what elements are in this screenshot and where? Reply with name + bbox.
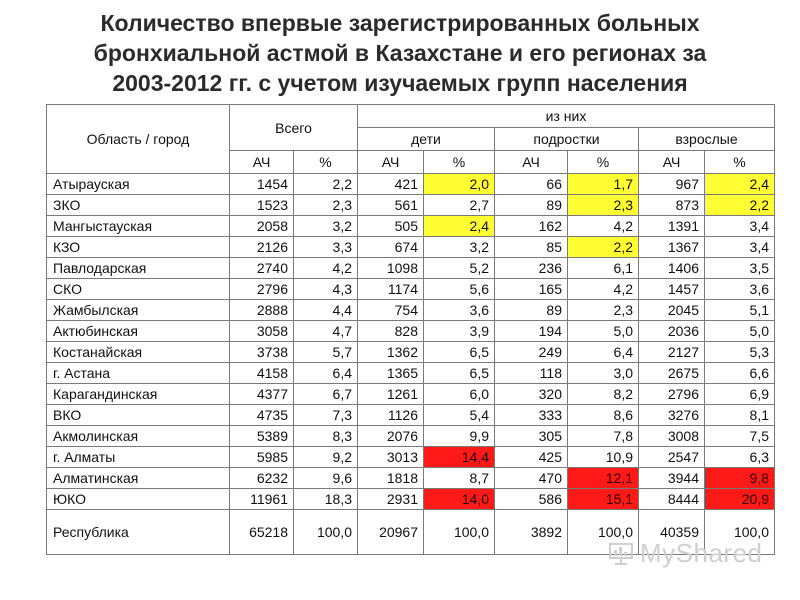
table-row [47,279,775,300]
value-cell: 4,2 [568,216,639,237]
region-name-cell: Актюбинская [47,321,230,342]
value-cell: 20967 [358,510,424,555]
value-cell: 5,4 [424,405,495,426]
value-cell: 249 [495,342,568,363]
value-cell: 3,3 [294,237,358,258]
value-cell: 674 [358,237,424,258]
value-cell: 5985 [230,447,294,468]
value-cell: 3008 [639,426,705,447]
title-line-1: Количество впервые зарегистрированных больных [100,10,700,36]
value-cell: 40359 [639,510,705,555]
value-cell: 8444 [639,489,705,510]
value-cell: 100,0 [294,510,358,555]
value-cell: 162 [495,216,568,237]
value-cell: 5,7 [294,342,358,363]
value-cell: 1126 [358,405,424,426]
value-cell: 2931 [358,489,424,510]
value-cell: 2,0 [424,174,495,195]
value-cell: 89 [495,195,568,216]
value-cell: 2675 [639,363,705,384]
value-cell: 470 [495,468,568,489]
value-cell: 2796 [230,279,294,300]
value-cell: 3,0 [568,363,639,384]
value-cell: 2036 [639,321,705,342]
value-cell: 8,1 [705,405,775,426]
value-cell: 2,3 [294,195,358,216]
value-cell: 2,4 [424,216,495,237]
value-cell: 9,8 [705,468,775,489]
value-cell: 3013 [358,447,424,468]
title-line-3: 2003-2012 гг. с учетом изучаемых групп населения [112,70,688,96]
value-cell: 4,4 [294,300,358,321]
value-cell: 2,7 [424,195,495,216]
value-cell: 5,0 [705,321,775,342]
value-cell: 7,3 [294,405,358,426]
value-cell: 2888 [230,300,294,321]
value-cell: 6,0 [424,384,495,405]
value-cell: 3276 [639,405,705,426]
region-name-cell: г. Астана [47,363,230,384]
value-cell: 18,3 [294,489,358,510]
value-cell: 1818 [358,468,424,489]
value-cell: 1098 [358,258,424,279]
value-cell: 3892 [495,510,568,555]
value-cell: 754 [358,300,424,321]
value-cell: 5,1 [705,300,775,321]
header-teens: подростки [495,128,639,151]
table-row [47,174,775,195]
value-cell: 100,0 [424,510,495,555]
value-cell: 1362 [358,342,424,363]
region-name-cell: Карагандинская [47,384,230,405]
region-name-cell: Жамбылская [47,300,230,321]
value-cell: 333 [495,405,568,426]
value-cell: 2796 [639,384,705,405]
value-cell: 305 [495,426,568,447]
value-cell: 165 [495,279,568,300]
value-cell: 1365 [358,363,424,384]
value-cell: 3058 [230,321,294,342]
region-name-cell: Павлодарская [47,258,230,279]
value-cell: 14,0 [424,489,495,510]
region-name-cell: СКО [47,279,230,300]
table-row [47,321,775,342]
value-cell: 3,2 [424,237,495,258]
value-cell: 2,3 [568,300,639,321]
value-cell: 873 [639,195,705,216]
value-cell: 2,2 [568,237,639,258]
value-cell: 6,5 [424,342,495,363]
header-unit-ach: АЧ [358,151,424,174]
value-cell: 14,4 [424,447,495,468]
value-cell: 1406 [639,258,705,279]
header-unit-ach: АЧ [230,151,294,174]
value-cell: 1457 [639,279,705,300]
value-cell: 85 [495,237,568,258]
table-row [47,447,775,468]
value-cell: 2127 [639,342,705,363]
header-unit-pct: % [705,151,775,174]
value-cell: 3,4 [705,237,775,258]
region-name-cell: ВКО [47,405,230,426]
table-row [47,426,775,447]
value-cell: 194 [495,321,568,342]
value-cell: 1,7 [568,174,639,195]
value-cell: 2,4 [705,174,775,195]
value-cell: 10,9 [568,447,639,468]
value-cell: 4377 [230,384,294,405]
region-name-cell: Мангыстауская [47,216,230,237]
value-cell: 4,7 [294,321,358,342]
value-cell: 3,9 [424,321,495,342]
value-cell: 8,3 [294,426,358,447]
slide-title [0,8,800,98]
region-name-cell: ЗКО [47,195,230,216]
value-cell: 6,4 [568,342,639,363]
value-cell: 6,4 [294,363,358,384]
value-cell: 6,6 [705,363,775,384]
value-cell: 3,6 [705,279,775,300]
table-row [47,342,775,363]
value-cell: 505 [358,216,424,237]
value-cell: 2,3 [568,195,639,216]
table-row [47,489,775,510]
value-cell: 12,1 [568,468,639,489]
value-cell: 2045 [639,300,705,321]
value-cell: 1367 [639,237,705,258]
value-cell: 236 [495,258,568,279]
value-cell: 20,9 [705,489,775,510]
value-cell: 2547 [639,447,705,468]
header-unit-pct: % [424,151,495,174]
value-cell: 5,6 [424,279,495,300]
value-cell: 967 [639,174,705,195]
header-row-top [47,105,775,128]
table-row [47,405,775,426]
value-cell: 2,2 [294,174,358,195]
value-cell: 4,2 [568,279,639,300]
asthma-registration-table [46,104,775,555]
value-cell: 828 [358,321,424,342]
value-cell: 9,6 [294,468,358,489]
table-row [47,363,775,384]
table-body [47,174,775,555]
value-cell: 2,2 [705,195,775,216]
header-region: Область / город [47,105,230,174]
value-cell: 561 [358,195,424,216]
value-cell: 3,2 [294,216,358,237]
value-cell: 1174 [358,279,424,300]
value-cell: 425 [495,447,568,468]
value-cell: 3,6 [424,300,495,321]
header-unit-ach: АЧ [639,151,705,174]
header-adults: взрослые [639,128,775,151]
value-cell: 6,9 [705,384,775,405]
value-cell: 6232 [230,468,294,489]
region-name-cell: Атырауская [47,174,230,195]
watermark-text: MyShared [640,538,763,568]
value-cell: 6,3 [705,447,775,468]
region-name-cell: Костанайская [47,342,230,363]
value-cell: 4,2 [294,258,358,279]
table-row [47,384,775,405]
header-unit-pct: % [568,151,639,174]
value-cell: 1391 [639,216,705,237]
value-cell: 7,5 [705,426,775,447]
table-row [47,468,775,489]
value-cell: 3738 [230,342,294,363]
value-cell: 118 [495,363,568,384]
value-cell: 320 [495,384,568,405]
region-name-cell: г. Алматы [47,447,230,468]
value-cell: 6,1 [568,258,639,279]
region-name-cell: ЮКО [47,489,230,510]
value-cell: 9,9 [424,426,495,447]
value-cell: 100,0 [705,510,775,555]
value-cell: 1454 [230,174,294,195]
value-cell: 5389 [230,426,294,447]
value-cell: 100,0 [568,510,639,555]
value-cell: 421 [358,174,424,195]
value-cell: 3,4 [705,216,775,237]
value-cell: 3944 [639,468,705,489]
value-cell: 5,0 [568,321,639,342]
table-row [47,195,775,216]
header-unit-ach: АЧ [495,151,568,174]
value-cell: 3,5 [705,258,775,279]
value-cell: 4158 [230,363,294,384]
value-cell: 66 [495,174,568,195]
region-name-cell: Алматинская [47,468,230,489]
title-line-2: бронхиальной астмой в Казахстане и его регионах за [93,40,707,66]
value-cell: 8,6 [568,405,639,426]
value-cell: 2126 [230,237,294,258]
value-cell: 6,7 [294,384,358,405]
value-cell: 8,2 [568,384,639,405]
header-total: Всего [230,105,358,151]
value-cell: 65218 [230,510,294,555]
table-row [47,237,775,258]
value-cell: 9,2 [294,447,358,468]
value-cell: 1523 [230,195,294,216]
value-cell: 5,2 [424,258,495,279]
value-cell: 586 [495,489,568,510]
value-cell: 6,5 [424,363,495,384]
value-cell: 2058 [230,216,294,237]
header-of-them: из них [358,105,775,128]
value-cell: 4,3 [294,279,358,300]
header-unit-pct: % [294,151,358,174]
table-row [47,300,775,321]
value-cell: 7,8 [568,426,639,447]
value-cell: 2740 [230,258,294,279]
watermark [608,538,763,569]
region-name-cell: Акмолинская [47,426,230,447]
value-cell: 8,7 [424,468,495,489]
value-cell: 5,3 [705,342,775,363]
value-cell: 2076 [358,426,424,447]
value-cell: 15,1 [568,489,639,510]
value-cell: 89 [495,300,568,321]
value-cell: 11961 [230,489,294,510]
value-cell: 1261 [358,384,424,405]
value-cell: 4735 [230,405,294,426]
region-name-cell: КЗО [47,237,230,258]
table-row [47,258,775,279]
table-row [47,216,775,237]
presentation-board-icon [608,542,634,566]
header-children: дети [358,128,495,151]
region-name-cell: Республика [47,510,230,555]
